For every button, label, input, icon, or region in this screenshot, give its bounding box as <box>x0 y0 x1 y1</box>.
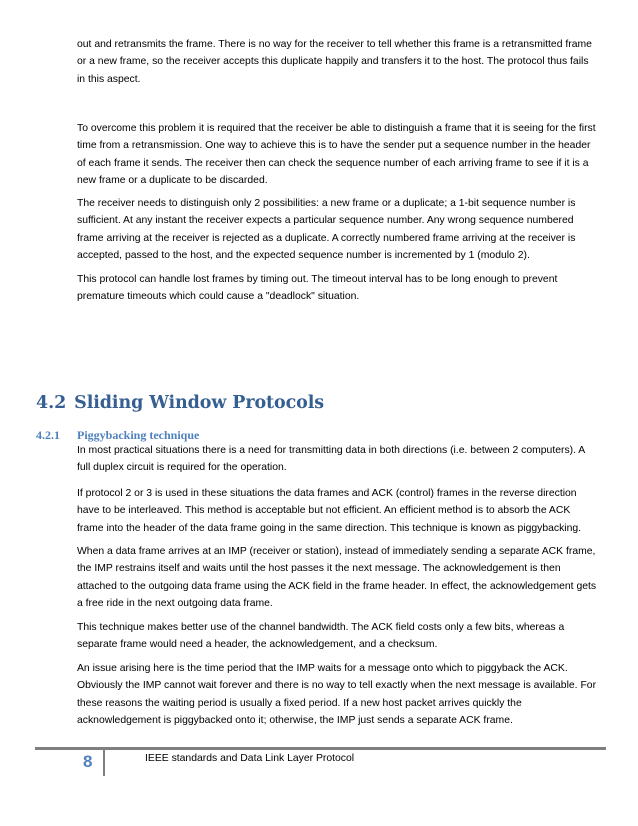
paragraph-waiting-period: An issue arising here is the time period that the IMP waits for a message onto which to piggyback the ACK. Obviously the IMP cannot wait forever and there is no way to tell exactly when the next message is available. For these reasons the waiting period is usually a fixed period. If a new host packet arrives quickly the acknowledgement is piggybacked onto it; otherwise, the IMP just sends a separate ACK frame. <box>77 663 597 727</box>
section-number: 4.2 <box>36 393 67 413</box>
section-heading <box>36 393 324 413</box>
paragraph-sequence-number: To overcome this problem it is required that the receiver be able to distinguish a frame that it is seeing for the first time from a retransmission. One way to achieve this is to have the sender put a sequence number in the header of each frame it sends. The receiver then can check the sequence number of each arriving frame to see if it is a new frame or a duplicate to be discarded. <box>77 123 596 187</box>
page-number: 8 <box>83 752 93 771</box>
paragraph-full-duplex: In most practical situations there is a need for transmitting data in both directions (i.e. between 2 computers). A full duplex circuit is required for the operation. <box>77 445 585 474</box>
subsection-heading <box>36 428 199 443</box>
paragraph-interleaving: If protocol 2 or 3 is used in these situations the data frames and ACK (control) frames in the reverse direction have to be interleaved. This method is acceptable but not efficient. An efficient method is to absorb the ACK frame into the header of the data frame going in the same direction. This technique is known as piggybacking. <box>77 488 582 534</box>
paragraph-lost-frames: This protocol can handle lost frames by timing out. The timeout interval has to be long enough to prevent premature timeouts which could cause a "deadlock" situation. <box>77 274 558 303</box>
footer-title: IEEE standards and Data Link Layer Protocol <box>145 753 355 764</box>
paragraph-imp-waits: When a data frame arrives at an IMP (receiver or station), instead of immediately sending a separate ACK frame, the IMP restrains itself and waits until the host passes it the next message. The acknowledgement is then attached to the outgoing data frame using the ACK field in the frame header. In effect, the acknowledgement gets a free ride in the next outgoing data frame. <box>77 546 597 610</box>
paragraph-bandwidth: This technique makes better use of the channel bandwidth. The ACK field costs only a few bits, whereas a separate frame would need a header, the acknowledgement, and a checksum. <box>77 622 565 651</box>
subsection-title: Piggybacking technique <box>77 428 200 442</box>
footer-divider <box>35 747 606 750</box>
paragraph-one-bit-sequence: The receiver needs to distinguish only 2 possibilities: a new frame or a duplicate; a 1-bit sequence number is sufficient. At any instant the receiver expects a particular sequence number. Any wrong sequence numbered frame arriving at the receiver is rejected as a duplicate. A correctly numbered frame arriving at the receiver is accepted, passed to the host, and the expected sequence number is incremented by 1 (modulo 2). <box>77 198 576 262</box>
paragraph-retransmission-issue: out and retransmits the frame. There is no way for the receiver to tell whether this frame is a retransmitted frame or a new frame, so the receiver accepts this duplicate happily and transfers it to the host. The protocol thus fails in this aspect. <box>77 39 592 85</box>
footer-vertical-separator <box>103 750 105 776</box>
subsection-number: 4.2.1 <box>36 428 60 442</box>
section-title: Sliding Window Protocols <box>74 393 325 413</box>
